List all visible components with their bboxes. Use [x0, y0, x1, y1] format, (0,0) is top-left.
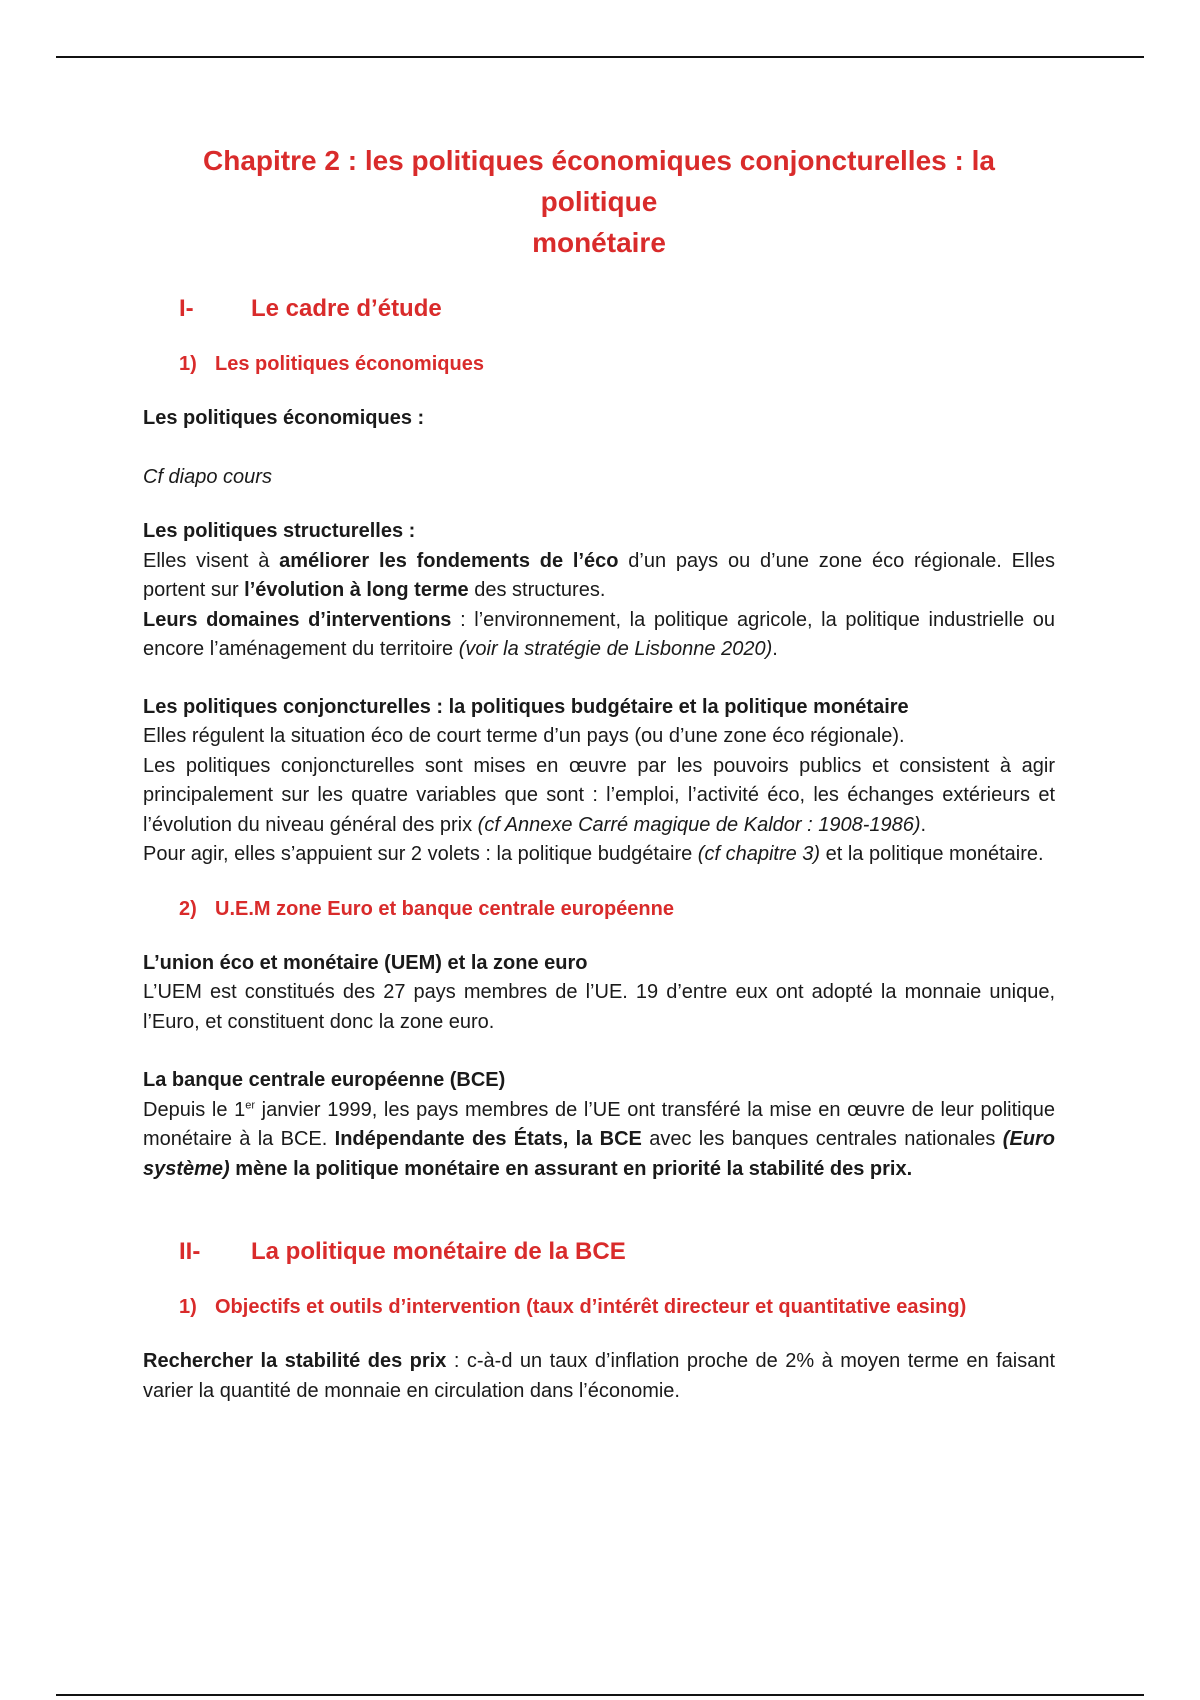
chapter-title: Chapitre 2 : les politiques économiques conjoncturelles : la politique monétaire: [203, 145, 995, 258]
document-page: [143, 140, 1055, 1406]
bce-paragraph: Depuis le 1er janvier 1999, les pays membres de l’UE ont transféré la mise en œuvre de leur politique monétaire à la BCE. Indépendante des États, la BCE avec les banques centrales nationales (Euro système) mène la politique monétaire en assurant en priorité la stabilité des prix.: [143, 1098, 1055, 1180]
top-rule: [56, 56, 1144, 58]
uem-label: L’union éco et monétaire (UEM) et la zone euro: [143, 951, 588, 974]
pe-label: Les politiques économiques :: [143, 407, 425, 429]
subsection-1-1-heading: 1) Les politiques économiques: [179, 353, 484, 375]
structural-label: Les politiques structurelles :: [143, 520, 416, 542]
cf-note: Cf diapo cours: [143, 465, 272, 488]
conjunctural-line-1: Elles régulent la situation éco de court terme d’un pays (ou d’une zone éco régionale).: [143, 725, 905, 747]
subsection-2-1-heading: 1) Objectifs et outils d’intervention (taux d’intérêt directeur et quantitative easing): [179, 1296, 967, 1318]
conjunctural-volets: Pour agir, elles s’appuient sur 2 volets : la politique budgétaire (cf chapitre 3) et la politique monétaire.: [143, 843, 1044, 865]
section-1-heading: I- Le cadre d’étude: [179, 295, 442, 322]
conjunctural-label: Les politiques conjoncturelles : la politiques budgétaire et la politique monétaire: [143, 695, 909, 718]
section-2-heading: II- La politique monétaire de la BCE: [179, 1238, 626, 1265]
price-stability-paragraph: Rechercher la stabilité des prix : c-à-d un taux d’inflation proche de 2% à moyen terme en faisant varier la quantité de monnaie en circulation dans l’économie.: [143, 1350, 1055, 1402]
conjunctural-paragraph: Les politiques conjoncturelles sont mises en œuvre par les pouvoirs publics et consistent à agir principalement sur les quatre variables que sont : l’emploi, l’activité éco, les échanges extérieurs et l’évolution du niveau général des prix (cf Annexe Carré magique de Kaldor : 1908-1986).: [143, 754, 1055, 836]
subsection-1-2-heading: 2) U.E.M zone Euro et banque centrale européenne: [179, 897, 674, 920]
uem-paragraph: L’UEM est constitués des 27 pays membres de l’UE. 19 d’entre eux ont adopté la monnaie unique, l’Euro, et constituent donc la zone euro.: [143, 981, 1055, 1033]
bce-label: La banque centrale européenne (BCE): [143, 1069, 506, 1091]
bottom-rule: [56, 1694, 1144, 1696]
structural-paragraph: Elles visent à améliorer les fondements de l’éco d’un pays ou d’une zone éco régionale. Elles portent sur l’évolution à long terme des structures. Leurs domaines d’interventions : l’environnement, la politique agricole, la politique industrielle ou encore l’aménagement du territoire (voir la stratégie de Lisbonne 2020).: [143, 549, 1056, 660]
